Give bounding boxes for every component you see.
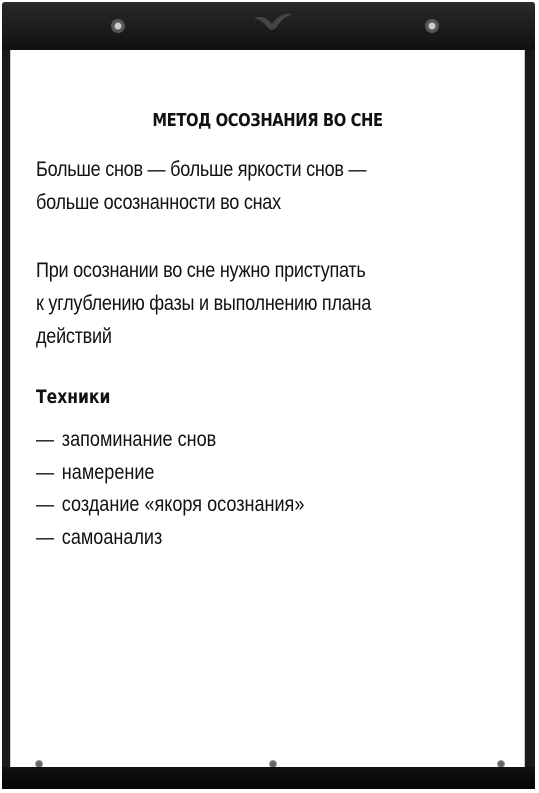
paragraph-line: Больше снов — больше яркости снов — (36, 158, 367, 181)
bolt-icon (424, 18, 440, 34)
board-top-bar (2, 2, 535, 50)
list-item (36, 424, 304, 457)
page-title: МЕТОД ОСОЗНАНИЯ ВО СНЕ (152, 110, 383, 131)
techniques-heading: Техники (36, 386, 111, 408)
paragraph-line: При осознании во сне нужно приступать (36, 259, 366, 282)
bird-logo-icon (252, 10, 294, 34)
paragraph-line: к углублению фазы и выполнению плана (36, 292, 372, 315)
list-item-text: запоминание снов (61, 428, 217, 451)
list-item-text: создание «якоря осознания» (61, 493, 305, 516)
list-dash: — (36, 428, 55, 451)
paper-sheet (10, 50, 525, 770)
list-item-text: намерение (61, 460, 155, 484)
paragraph-line: больше осознанности во снах (36, 191, 281, 214)
bolt-icon (110, 18, 126, 34)
list-dash: — (36, 525, 55, 549)
list-dash: — (36, 460, 55, 484)
paragraph-2 (36, 254, 440, 353)
list-item (36, 522, 304, 555)
list-item-text: самоанализ (61, 525, 163, 549)
paragraph-line: действий (36, 325, 112, 348)
list-item (36, 457, 304, 490)
list-dash: — (36, 493, 55, 516)
list-item (36, 489, 304, 522)
board-bottom-bar (2, 767, 535, 789)
techniques-list (36, 424, 348, 554)
paragraph-1 (36, 153, 440, 219)
flipchart-board (2, 2, 535, 789)
